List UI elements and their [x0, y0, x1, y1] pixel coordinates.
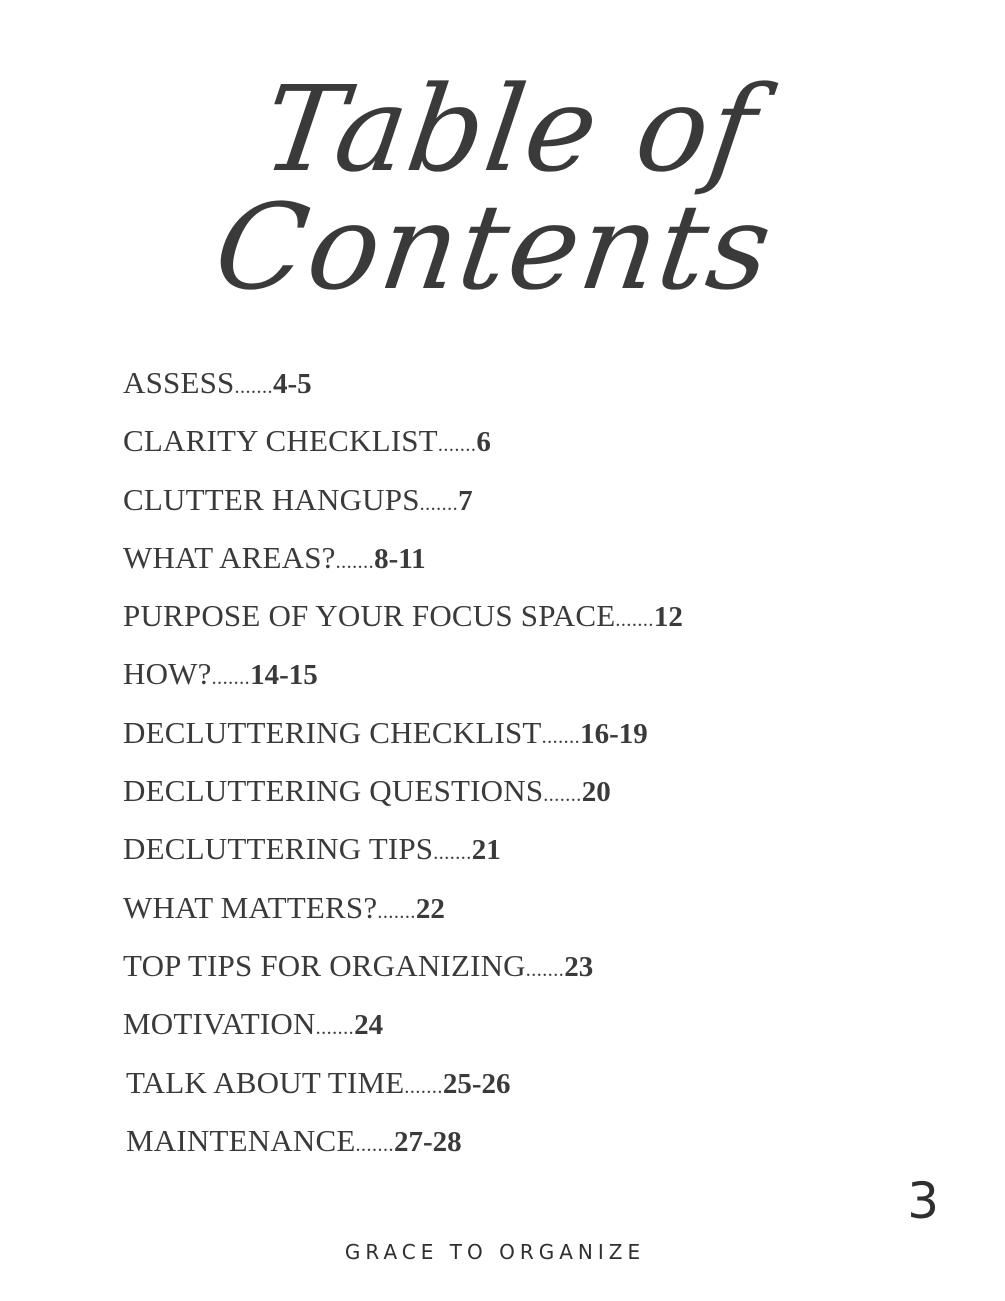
toc-entry-label: DECLUTTERING TIPS	[123, 831, 434, 867]
toc-entry-leader: .......	[525, 958, 565, 981]
toc-entry	[123, 1122, 683, 1180]
toc-entry-leader: .......	[315, 1017, 355, 1040]
toc-entry-leader: .......	[234, 376, 273, 398]
toc-entry-page: 12	[653, 601, 683, 634]
toc-entry-leader: .......	[541, 725, 581, 748]
toc-entry-page: 22	[415, 892, 445, 925]
toc-entry-label: DECLUTTERING QUESTIONS	[123, 773, 544, 809]
toc-entry-label: WHAT AREAS?	[123, 539, 336, 575]
toc-entry-page: 7	[458, 484, 473, 517]
toc-entry-page: 23	[564, 950, 594, 983]
page-number: 3	[907, 1172, 939, 1230]
toc-entry-label: TALK ABOUT TIME	[126, 1064, 405, 1100]
toc-entry-label: MOTIVATION	[123, 1006, 316, 1042]
footer-brand: GRACE TO ORGANIZE	[344, 1240, 646, 1264]
toc-entry-leader: .......	[404, 1075, 443, 1098]
toc-entry-leader: .......	[211, 667, 251, 690]
toc-entry	[123, 947, 683, 1005]
toc-entry-page: 25-26	[442, 1067, 511, 1100]
toc-entry-page: 24	[354, 1009, 384, 1042]
toc-entry	[123, 597, 683, 655]
toc-entry	[123, 889, 683, 947]
toc-entry-label: PURPOSE OF YOUR FOCUS SPACE	[123, 598, 616, 634]
toc-entry-page: 20	[581, 776, 611, 809]
toc-entry-label: WHAT MATTERS?	[123, 889, 378, 925]
toc-entry-label: CLUTTER HANGUPS	[123, 481, 420, 517]
toc-entry-page: 14-15	[250, 659, 318, 692]
toc-entry	[123, 714, 683, 772]
toc-entry-label: ASSESS	[123, 365, 235, 400]
toc-entry-page: 16-19	[580, 717, 648, 750]
toc-entry-page: 27-28	[394, 1125, 462, 1158]
toc-entry	[123, 481, 683, 539]
toc-entry-leader: .......	[433, 842, 472, 865]
toc-entry	[123, 1005, 683, 1063]
toc-entry-leader: .......	[335, 550, 375, 573]
toc-entry-page: 8-11	[374, 542, 426, 575]
toc-entry-label: DECLUTTERING CHECKLIST	[123, 714, 542, 750]
toc-entry-leader: .......	[355, 1133, 395, 1156]
toc-entry-page: 6	[476, 426, 491, 459]
table-of-contents	[123, 364, 683, 1180]
toc-entry-leader: .......	[419, 492, 459, 515]
toc-entry-leader: .......	[377, 900, 416, 923]
toc-entry-page: 4-5	[273, 368, 312, 400]
toc-entry	[123, 655, 683, 713]
toc-entry	[123, 539, 683, 597]
toc-entry-label: CLARITY CHECKLIST	[123, 423, 438, 459]
toc-entry	[123, 830, 683, 888]
toc-entry-leader: .......	[543, 784, 582, 807]
toc-entry-label: TOP TIPS FOR ORGANIZING	[123, 947, 526, 983]
toc-entry	[123, 364, 683, 422]
toc-entry	[123, 772, 683, 830]
toc-entry-leader: .......	[437, 434, 477, 457]
toc-entry	[123, 422, 683, 480]
toc-entry-label: MAINTENANCE	[126, 1122, 356, 1158]
toc-entry	[123, 1064, 683, 1122]
toc-entry-leader: .......	[615, 609, 654, 632]
toc-entry-page: 21	[471, 834, 501, 867]
page-title: Table of Contents	[207, 60, 782, 316]
toc-entry-label: HOW?	[123, 656, 212, 692]
